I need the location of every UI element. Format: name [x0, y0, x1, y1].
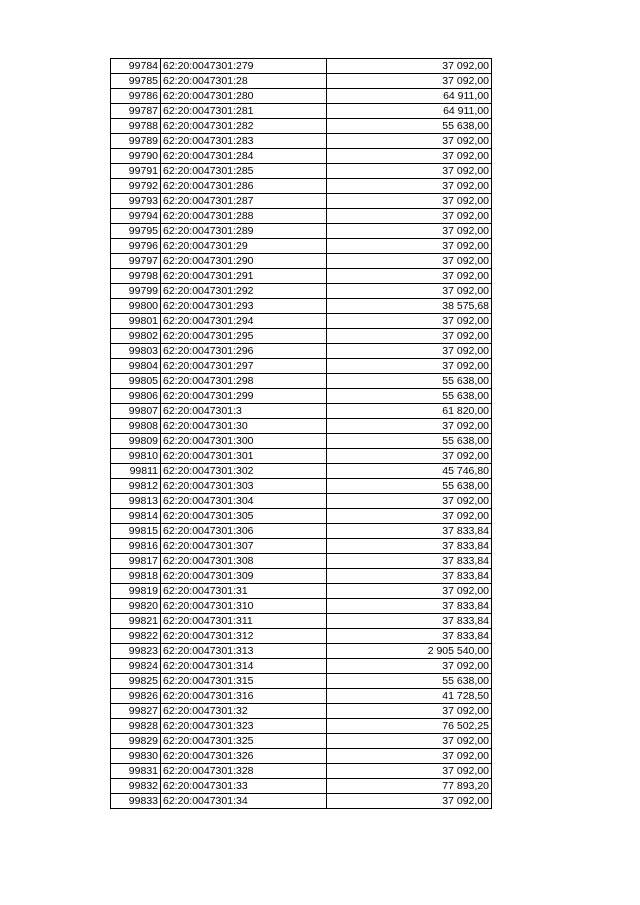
table-row — [111, 479, 492, 494]
cadastral-number-cell: 62:20:0047301:298 — [161, 374, 327, 389]
cadastral-value-cell: 37 092,00 — [327, 449, 492, 464]
cadastral-number-cell: 62:20:0047301:29 — [161, 239, 327, 254]
cadastral-number-cell: 62:20:0047301:326 — [161, 749, 327, 764]
cadastral-value-cell: 37 092,00 — [327, 764, 492, 779]
cadastral-value-cell: 64 911,00 — [327, 104, 492, 119]
table-row — [111, 539, 492, 554]
cadastral-number-cell: 62:20:0047301:286 — [161, 179, 327, 194]
cadastral-number-cell: 62:20:0047301:287 — [161, 194, 327, 209]
table-row — [111, 194, 492, 209]
table-row — [111, 269, 492, 284]
cadastral-value-cell: 37 092,00 — [327, 494, 492, 509]
cadastral-number-cell: 62:20:0047301:292 — [161, 284, 327, 299]
cadastral-number-cell: 62:20:0047301:315 — [161, 674, 327, 689]
cadastral-value-cell: 55 638,00 — [327, 479, 492, 494]
cadastral-value-cell: 37 092,00 — [327, 359, 492, 374]
row-number-cell: 99795 — [111, 224, 161, 239]
cadastral-value-cell: 37 092,00 — [327, 59, 492, 74]
cadastral-number-cell: 62:20:0047301:291 — [161, 269, 327, 284]
cadastral-number-cell: 62:20:0047301:280 — [161, 89, 327, 104]
row-number-cell: 99813 — [111, 494, 161, 509]
cadastral-number-cell: 62:20:0047301:309 — [161, 569, 327, 584]
row-number-cell: 99817 — [111, 554, 161, 569]
table-row — [111, 89, 492, 104]
cadastral-number-cell: 62:20:0047301:3 — [161, 404, 327, 419]
table-row — [111, 659, 492, 674]
cadastral-value-cell: 37 092,00 — [327, 329, 492, 344]
cadastral-value-cell: 37 092,00 — [327, 269, 492, 284]
row-number-cell: 99789 — [111, 134, 161, 149]
row-number-cell: 99784 — [111, 59, 161, 74]
cadastral-number-cell: 62:20:0047301:288 — [161, 209, 327, 224]
row-number-cell: 99821 — [111, 614, 161, 629]
table-row — [111, 434, 492, 449]
row-number-cell: 99812 — [111, 479, 161, 494]
table-row — [111, 254, 492, 269]
cadastral-value-cell: 37 092,00 — [327, 239, 492, 254]
row-number-cell: 99786 — [111, 89, 161, 104]
cadastral-value-cell: 37 092,00 — [327, 344, 492, 359]
row-number-cell: 99790 — [111, 149, 161, 164]
cadastral-value-cell: 37 833,84 — [327, 599, 492, 614]
cadastral-number-cell: 62:20:0047301:299 — [161, 389, 327, 404]
cadastral-value-cell: 37 833,84 — [327, 629, 492, 644]
table-row — [111, 59, 492, 74]
table-row — [111, 644, 492, 659]
cadastral-number-cell: 62:20:0047301:290 — [161, 254, 327, 269]
cadastral-value-cell: 37 092,00 — [327, 704, 492, 719]
row-number-cell: 99819 — [111, 584, 161, 599]
row-number-cell: 99833 — [111, 794, 161, 809]
cadastral-value-cell: 37 092,00 — [327, 419, 492, 434]
row-number-cell: 99822 — [111, 629, 161, 644]
table-row — [111, 569, 492, 584]
table-row — [111, 314, 492, 329]
table-row — [111, 719, 492, 734]
cadastral-number-cell: 62:20:0047301:313 — [161, 644, 327, 659]
table-row — [111, 224, 492, 239]
cadastral-number-cell: 62:20:0047301:303 — [161, 479, 327, 494]
row-number-cell: 99818 — [111, 569, 161, 584]
cadastral-number-cell: 62:20:0047301:328 — [161, 764, 327, 779]
row-number-cell: 99801 — [111, 314, 161, 329]
cadastral-value-cell: 37 092,00 — [327, 164, 492, 179]
table-body — [111, 59, 492, 809]
table-row — [111, 449, 492, 464]
table-row — [111, 389, 492, 404]
row-number-cell: 99825 — [111, 674, 161, 689]
cadastral-number-cell: 62:20:0047301:294 — [161, 314, 327, 329]
table-row — [111, 494, 492, 509]
cadastral-value-cell: 37 092,00 — [327, 584, 492, 599]
table-row — [111, 599, 492, 614]
table-row — [111, 629, 492, 644]
table-row — [111, 794, 492, 809]
cadastral-value-cell: 37 833,84 — [327, 539, 492, 554]
row-number-cell: 99785 — [111, 74, 161, 89]
cadastral-value-cell: 37 092,00 — [327, 734, 492, 749]
row-number-cell: 99802 — [111, 329, 161, 344]
row-number-cell: 99811 — [111, 464, 161, 479]
row-number-cell: 99820 — [111, 599, 161, 614]
cadastral-value-cell: 55 638,00 — [327, 674, 492, 689]
table-row — [111, 404, 492, 419]
cadastral-number-cell: 62:20:0047301:296 — [161, 344, 327, 359]
table-row — [111, 359, 492, 374]
table-row — [111, 134, 492, 149]
row-number-cell: 99792 — [111, 179, 161, 194]
row-number-cell: 99823 — [111, 644, 161, 659]
cadastral-number-cell: 62:20:0047301:293 — [161, 299, 327, 314]
cadastral-value-cell: 37 092,00 — [327, 749, 492, 764]
cadastral-value-cell: 37 092,00 — [327, 194, 492, 209]
cadastral-value-table — [110, 58, 492, 809]
cadastral-value-cell: 55 638,00 — [327, 434, 492, 449]
row-number-cell: 99804 — [111, 359, 161, 374]
table-row — [111, 614, 492, 629]
row-number-cell: 99815 — [111, 524, 161, 539]
row-number-cell: 99808 — [111, 419, 161, 434]
row-number-cell: 99832 — [111, 779, 161, 794]
cadastral-value-cell: 64 911,00 — [327, 89, 492, 104]
row-number-cell: 99816 — [111, 539, 161, 554]
cadastral-number-cell: 62:20:0047301:32 — [161, 704, 327, 719]
table-row — [111, 344, 492, 359]
cadastral-number-cell: 62:20:0047301:31 — [161, 584, 327, 599]
row-number-cell: 99796 — [111, 239, 161, 254]
cadastral-number-cell: 62:20:0047301:282 — [161, 119, 327, 134]
cadastral-value-cell: 37 092,00 — [327, 794, 492, 809]
table-row — [111, 764, 492, 779]
cadastral-number-cell: 62:20:0047301:306 — [161, 524, 327, 539]
row-number-cell: 99793 — [111, 194, 161, 209]
row-number-cell: 99800 — [111, 299, 161, 314]
cadastral-value-cell: 45 746,80 — [327, 464, 492, 479]
row-number-cell: 99806 — [111, 389, 161, 404]
cadastral-number-cell: 62:20:0047301:325 — [161, 734, 327, 749]
cadastral-number-cell: 62:20:0047301:283 — [161, 134, 327, 149]
cadastral-number-cell: 62:20:0047301:311 — [161, 614, 327, 629]
cadastral-value-cell: 55 638,00 — [327, 119, 492, 134]
cadastral-number-cell: 62:20:0047301:28 — [161, 74, 327, 89]
cadastral-number-cell: 62:20:0047301:307 — [161, 539, 327, 554]
cadastral-number-cell: 62:20:0047301:300 — [161, 434, 327, 449]
cadastral-value-cell: 37 092,00 — [327, 314, 492, 329]
cadastral-value-cell: 37 092,00 — [327, 284, 492, 299]
cadastral-value-cell: 37 092,00 — [327, 74, 492, 89]
row-number-cell: 99791 — [111, 164, 161, 179]
table-row — [111, 674, 492, 689]
row-number-cell: 99807 — [111, 404, 161, 419]
row-number-cell: 99803 — [111, 344, 161, 359]
cadastral-number-cell: 62:20:0047301:323 — [161, 719, 327, 734]
table-row — [111, 464, 492, 479]
cadastral-number-cell: 62:20:0047301:284 — [161, 149, 327, 164]
cadastral-number-cell: 62:20:0047301:295 — [161, 329, 327, 344]
cadastral-value-cell: 61 820,00 — [327, 404, 492, 419]
cadastral-value-cell: 37 092,00 — [327, 209, 492, 224]
cadastral-number-cell: 62:20:0047301:302 — [161, 464, 327, 479]
table-row — [111, 149, 492, 164]
table-row — [111, 509, 492, 524]
cadastral-value-cell: 37 833,84 — [327, 524, 492, 539]
table-row — [111, 329, 492, 344]
cadastral-number-cell: 62:20:0047301:297 — [161, 359, 327, 374]
cadastral-number-cell: 62:20:0047301:305 — [161, 509, 327, 524]
cadastral-number-cell: 62:20:0047301:34 — [161, 794, 327, 809]
row-number-cell: 99797 — [111, 254, 161, 269]
table-row — [111, 104, 492, 119]
row-number-cell: 99794 — [111, 209, 161, 224]
row-number-cell: 99828 — [111, 719, 161, 734]
cadastral-value-cell: 37 092,00 — [327, 179, 492, 194]
row-number-cell: 99799 — [111, 284, 161, 299]
cadastral-number-cell: 62:20:0047301:281 — [161, 104, 327, 119]
table-row — [111, 734, 492, 749]
cadastral-value-cell: 41 728,50 — [327, 689, 492, 704]
cadastral-number-cell: 62:20:0047301:279 — [161, 59, 327, 74]
row-number-cell: 99798 — [111, 269, 161, 284]
row-number-cell: 99831 — [111, 764, 161, 779]
row-number-cell: 99787 — [111, 104, 161, 119]
cadastral-number-cell: 62:20:0047301:289 — [161, 224, 327, 239]
table-row — [111, 779, 492, 794]
row-number-cell: 99830 — [111, 749, 161, 764]
row-number-cell: 99826 — [111, 689, 161, 704]
cadastral-value-cell: 37 092,00 — [327, 659, 492, 674]
row-number-cell: 99809 — [111, 434, 161, 449]
row-number-cell: 99829 — [111, 734, 161, 749]
cadastral-number-cell: 62:20:0047301:314 — [161, 659, 327, 674]
cadastral-value-cell: 38 575,68 — [327, 299, 492, 314]
cadastral-value-cell: 55 638,00 — [327, 389, 492, 404]
cadastral-value-cell: 2 905 540,00 — [327, 644, 492, 659]
row-number-cell: 99824 — [111, 659, 161, 674]
table-row — [111, 164, 492, 179]
cadastral-value-cell: 37 092,00 — [327, 134, 492, 149]
cadastral-number-cell: 62:20:0047301:301 — [161, 449, 327, 464]
cadastral-value-cell: 37 092,00 — [327, 509, 492, 524]
cadastral-number-cell: 62:20:0047301:312 — [161, 629, 327, 644]
table-row — [111, 584, 492, 599]
table-row — [111, 524, 492, 539]
cadastral-value-cell: 37 092,00 — [327, 254, 492, 269]
row-number-cell: 99788 — [111, 119, 161, 134]
cadastral-number-cell: 62:20:0047301:33 — [161, 779, 327, 794]
cadastral-value-cell: 77 893,20 — [327, 779, 492, 794]
table-row — [111, 119, 492, 134]
table-row — [111, 419, 492, 434]
row-number-cell: 99827 — [111, 704, 161, 719]
cadastral-value-cell: 55 638,00 — [327, 374, 492, 389]
table-row — [111, 299, 492, 314]
row-number-cell: 99805 — [111, 374, 161, 389]
table-row — [111, 689, 492, 704]
row-number-cell: 99814 — [111, 509, 161, 524]
cadastral-value-cell: 37 833,84 — [327, 614, 492, 629]
cadastral-number-cell: 62:20:0047301:308 — [161, 554, 327, 569]
table-row — [111, 284, 492, 299]
table-row — [111, 239, 492, 254]
cadastral-value-cell: 37 092,00 — [327, 224, 492, 239]
table-row — [111, 704, 492, 719]
table-row — [111, 209, 492, 224]
cadastral-number-cell: 62:20:0047301:316 — [161, 689, 327, 704]
cadastral-value-cell: 76 502,25 — [327, 719, 492, 734]
table-row — [111, 374, 492, 389]
cadastral-value-cell: 37 833,84 — [327, 569, 492, 584]
cadastral-value-cell: 37 833,84 — [327, 554, 492, 569]
table-row — [111, 179, 492, 194]
cadastral-number-cell: 62:20:0047301:285 — [161, 164, 327, 179]
row-number-cell: 99810 — [111, 449, 161, 464]
table-row — [111, 74, 492, 89]
cadastral-value-cell: 37 092,00 — [327, 149, 492, 164]
table-row — [111, 554, 492, 569]
cadastral-number-cell: 62:20:0047301:304 — [161, 494, 327, 509]
cadastral-number-cell: 62:20:0047301:310 — [161, 599, 327, 614]
cadastral-number-cell: 62:20:0047301:30 — [161, 419, 327, 434]
table-row — [111, 749, 492, 764]
